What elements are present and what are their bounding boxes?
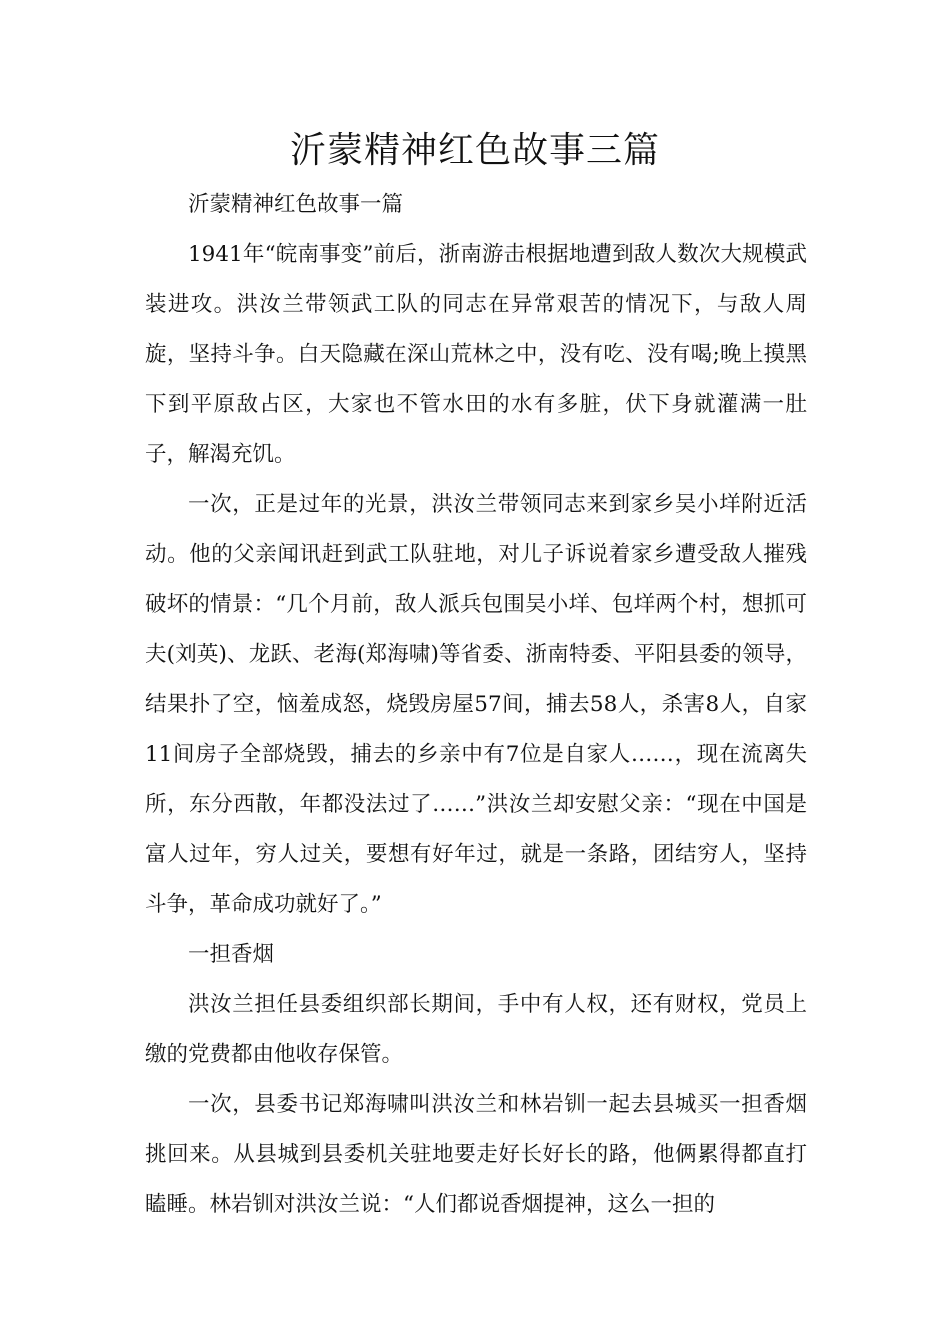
body-paragraph: 1941年“皖南事变”前后，浙南游击根据地遭到敌人数次大规模武装进攻。洪汝兰带领武工队的同志在异常艰苦的情况下，与敌人周旋，坚持斗争。白天隐藏在深山荒林之中，没有吃、没有喝;晚上摸黑下到平原敌占区，大家也不管水田的水有多脏，伏下身就灌满一肚子，解渴充饥。	[145, 242, 807, 467]
document-title: 沂蒙精神红色故事三篇	[289, 130, 660, 171]
section-heading: 沂蒙精神红色故事一篇	[188, 192, 404, 217]
body-paragraph: 一次，县委书记郑海啸叫洪汝兰和林岩钏一起去县城买一担香烟挑回来。从县城到县委机关驻地要走好长好长的路，他俩累得都直打瞌睡。林岩钏对洪汝兰说：“人们都说香烟提神，这么一担的	[145, 1092, 807, 1217]
section-heading: 一担香烟	[188, 942, 275, 967]
body-paragraph: 洪汝兰担任县委组织部长期间，手中有人权，还有财权，党员上缴的党费都由他收存保管。	[145, 992, 807, 1067]
body-paragraph: 一次，正是过年的光景，洪汝兰带领同志来到家乡吴小垟附近活动。他的父亲闻讯赶到武工队驻地，对儿子诉说着家乡遭受敌人摧残破坏的情景：“几个月前，敌人派兵包围吴小垟、包垟两个村，想抓可夫(刘英)、龙跃、老海(郑海啸)等省委、浙南特委、平阳县委的领导，结果扑了空，恼羞成怒，烧毁房屋57间，捕去58人，杀害8人，自家11间房子全部烧毁，捕去的乡亲中有7位是自家人……，现在流离失所，东分西散，年都没法过了……”洪汝兰却安慰父亲：“现在中国是富人过年，穷人过关，要想有好年过，就是一条路，团结穷人，坚持斗争，革命成功就好了。”	[145, 492, 807, 917]
document-body	[145, 180, 807, 1230]
